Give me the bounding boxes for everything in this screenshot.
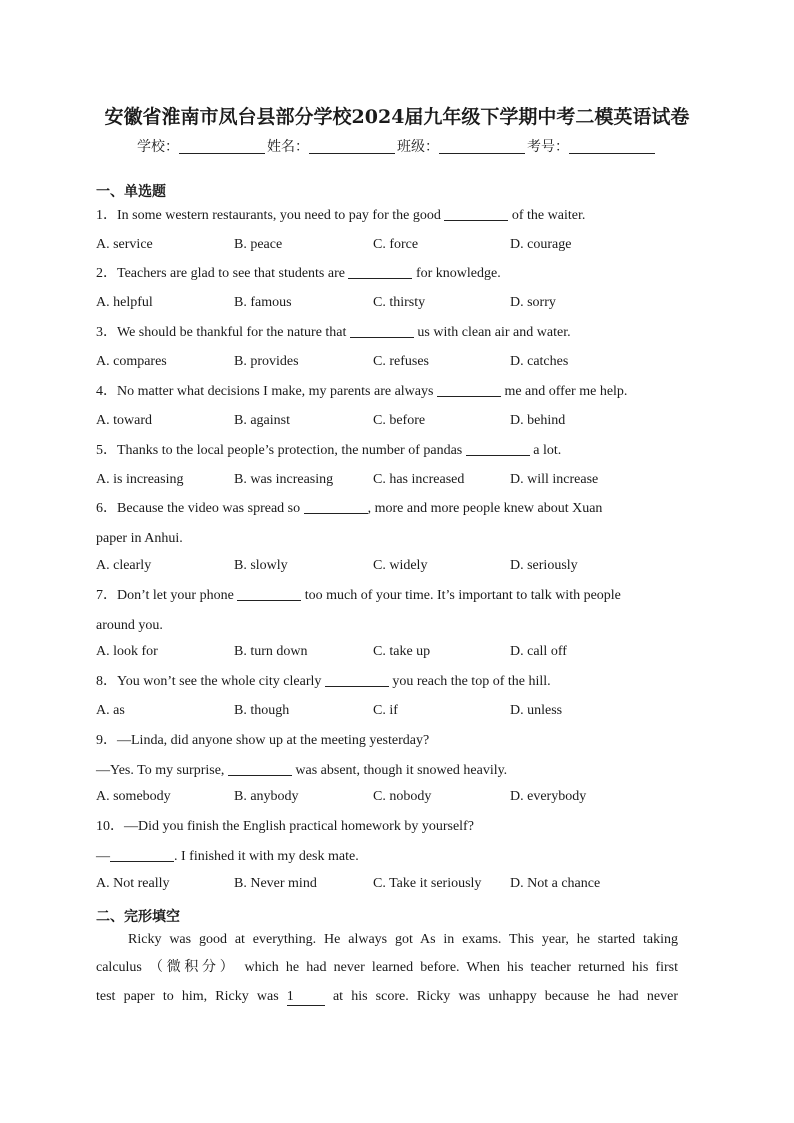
question-7-continued: around you. xyxy=(96,618,163,633)
option-a[interactable]: A. as xyxy=(96,703,125,718)
question-10-reply xyxy=(96,842,696,872)
question-6 xyxy=(96,494,696,524)
question-6-continued: paper in Anhui. xyxy=(96,531,183,546)
student-info-line xyxy=(0,136,794,156)
question-4 xyxy=(96,377,696,407)
question-stem: of the waiter. xyxy=(508,208,586,223)
answer-blank[interactable] xyxy=(348,264,412,279)
question-9-reply xyxy=(96,756,696,786)
question-5 xyxy=(96,436,696,466)
option-c[interactable]: C. before xyxy=(373,413,426,428)
option-c[interactable]: C. widely xyxy=(373,558,428,573)
question-stem: for knowledge. xyxy=(412,266,501,281)
option-a[interactable]: A. toward xyxy=(96,413,152,428)
passage-line-3 xyxy=(96,982,678,1011)
options-3 xyxy=(96,352,696,372)
option-b[interactable]: B. was increasing xyxy=(234,472,334,487)
option-c[interactable]: C. nobody xyxy=(373,789,432,804)
option-b[interactable]: B. turn down xyxy=(234,644,308,659)
answer-blank[interactable] xyxy=(466,441,530,456)
options-6 xyxy=(96,556,696,576)
passage-line-2: calculus （微积分） which he had never learned before. When his teacher returned his first xyxy=(96,960,678,975)
question-stem: a lot. xyxy=(529,443,562,458)
option-c[interactable]: C. take up xyxy=(373,644,431,659)
option-b[interactable]: B. peace xyxy=(234,237,283,252)
options-2 xyxy=(96,293,696,313)
option-d[interactable]: D. Not a chance xyxy=(510,876,601,891)
option-a[interactable]: A. helpful xyxy=(96,295,153,310)
number-field[interactable] xyxy=(569,138,655,154)
question-2 xyxy=(96,259,696,289)
option-b[interactable]: B. famous xyxy=(234,295,292,310)
passage-text: at his score. Ricky was unhappy because he had never xyxy=(324,989,678,1004)
page-title: 安徽省淮南市凤台县部分学校2024届九年级下学期中考二模英语试卷 xyxy=(104,106,690,128)
options-8 xyxy=(96,701,696,721)
question-stem: 3．We should be thankful for the nature that xyxy=(96,325,350,340)
number-label: 考号： xyxy=(527,139,569,155)
question-8 xyxy=(96,667,696,697)
options-5 xyxy=(96,470,696,490)
option-d[interactable]: D. everybody xyxy=(510,789,587,804)
option-a[interactable]: A. look for xyxy=(96,644,158,659)
options-10 xyxy=(96,874,696,894)
option-b[interactable]: B. Never mind xyxy=(234,876,317,891)
answer-blank[interactable] xyxy=(350,323,414,338)
question-stem: 6．Because the video was spread so xyxy=(96,501,304,516)
cloze-blank-1[interactable]: 1 xyxy=(287,989,325,1006)
question-stem: — xyxy=(96,849,110,864)
option-d[interactable]: D. behind xyxy=(510,413,566,428)
option-d[interactable]: D. catches xyxy=(510,354,569,369)
name-label: 姓名： xyxy=(267,139,309,155)
option-d[interactable]: D. unless xyxy=(510,703,563,718)
option-c[interactable]: C. thirsty xyxy=(373,295,426,310)
class-field[interactable] xyxy=(439,138,525,154)
question-stem: , more and more people knew about Xuan xyxy=(367,501,603,516)
question-9: 9．—Linda, did anyone show up at the meeting yesterday? xyxy=(96,733,430,748)
question-stem: 7．Don’t let your phone xyxy=(96,588,238,603)
options-1 xyxy=(96,235,696,255)
question-stem: —Yes. To my surprise, xyxy=(96,763,228,778)
answer-blank[interactable] xyxy=(325,672,389,687)
school-label: 学校： xyxy=(137,139,179,155)
option-b[interactable]: B. against xyxy=(234,413,290,428)
option-c[interactable]: C. has increased xyxy=(373,472,465,487)
options-9 xyxy=(96,787,696,807)
name-field[interactable] xyxy=(309,138,395,154)
option-c[interactable]: C. Take it seriously xyxy=(373,876,482,891)
option-a[interactable]: A. compares xyxy=(96,354,167,369)
answer-blank[interactable] xyxy=(110,847,174,862)
option-c[interactable]: C. force xyxy=(373,237,419,252)
question-3 xyxy=(96,318,696,348)
question-10: 10．—Did you finish the English practical homework by yourself? xyxy=(96,819,474,834)
option-d[interactable]: D. will increase xyxy=(510,472,599,487)
option-d[interactable]: D. sorry xyxy=(510,295,556,310)
option-b[interactable]: B. slowly xyxy=(234,558,288,573)
answer-blank[interactable] xyxy=(228,761,292,776)
option-d[interactable]: D. call off xyxy=(510,644,567,659)
option-b[interactable]: B. anybody xyxy=(234,789,299,804)
question-1 xyxy=(96,201,696,231)
option-b[interactable]: B. though xyxy=(234,703,290,718)
answer-blank[interactable] xyxy=(304,499,368,514)
passage-line-1: Ricky was good at everything. He always got As in exams. This year, he started taking xyxy=(128,932,678,947)
answer-blank[interactable] xyxy=(444,206,508,221)
option-c[interactable]: C. refuses xyxy=(373,354,429,369)
question-stem: 2．Teachers are glad to see that students are xyxy=(96,266,349,281)
class-label: 班级： xyxy=(397,139,439,155)
question-stem: 1．In some western restaurants, you need to pay for the good xyxy=(96,208,445,223)
question-7 xyxy=(96,581,696,611)
option-a[interactable]: A. clearly xyxy=(96,558,152,573)
question-stem: me and offer me help. xyxy=(500,384,628,399)
option-d[interactable]: D. courage xyxy=(510,237,572,252)
options-4 xyxy=(96,411,696,431)
question-stem: 4．No matter what decisions I make, my parents are always xyxy=(96,384,437,399)
question-stem: was absent, though it snowed heavily. xyxy=(291,763,508,778)
question-stem: 8．You won’t see the whole city clearly xyxy=(96,674,325,689)
answer-blank[interactable] xyxy=(437,382,501,397)
option-c[interactable]: C. if xyxy=(373,703,398,718)
question-stem: . I finished it with my desk mate. xyxy=(174,849,359,864)
option-a[interactable]: A. is increasing xyxy=(96,472,184,487)
option-b[interactable]: B. provides xyxy=(234,354,299,369)
passage-text: test paper to him, Ricky was xyxy=(96,989,287,1004)
answer-blank[interactable] xyxy=(237,586,301,601)
section-heading-single-choice: 一、单选题 xyxy=(96,184,166,200)
option-a[interactable]: A. Not really xyxy=(96,876,170,891)
section-heading-cloze: 二、完形填空 xyxy=(96,909,180,925)
question-stem: you reach the top of the hill. xyxy=(388,674,551,689)
question-stem: us with clean air and water. xyxy=(413,325,571,340)
question-stem: too much of your time. It’s important to talk with people xyxy=(301,588,621,603)
option-a[interactable]: A. somebody xyxy=(96,789,171,804)
option-d[interactable]: D. seriously xyxy=(510,558,578,573)
question-stem: 5．Thanks to the local people’s protection, the number of pandas xyxy=(96,443,466,458)
school-field[interactable] xyxy=(179,138,265,154)
options-7 xyxy=(96,642,696,662)
option-a[interactable]: A. service xyxy=(96,237,153,252)
